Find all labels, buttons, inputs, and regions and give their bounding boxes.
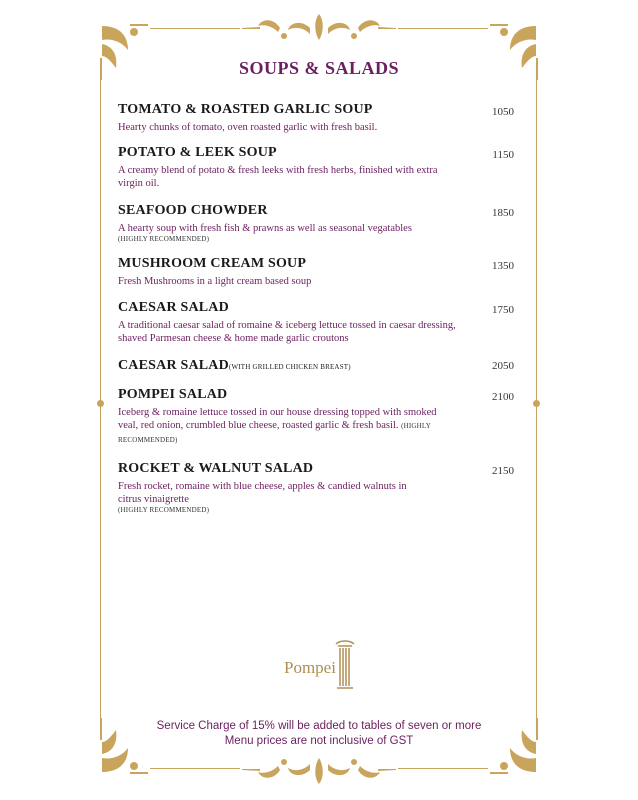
item-recommendation-note: (HIGHLY RECOMMENDED) (118, 422, 431, 444)
item-name: SEAFOOD CHOWDER (118, 203, 268, 218)
item-name-main: CAESAR SALAD (118, 358, 229, 373)
item-description-text: Iceberg & romaine lettuce tossed in our house dressing topped with smoked veal, red onion, crumbled blue cheese, roasted garlic & fresh basil. (118, 407, 437, 431)
item-name: POTATO & LEEK SOUP (118, 145, 277, 160)
menu-item (118, 387, 518, 447)
left-ornament-dot (97, 400, 104, 407)
item-recommendation-note: (HIGHLY RECOMMENDED) (118, 235, 210, 243)
item-price: 1150 (492, 149, 514, 161)
item-description: Fresh rocket, romaine with blue cheese, apples & candied walnuts in citrus vinaigrette (118, 481, 407, 505)
bottom-center-ornament-icon (240, 752, 398, 788)
item-name: TOMATO & ROASTED GARLIC SOUP (118, 102, 373, 117)
item-price: 2150 (492, 465, 514, 477)
menu-item (118, 358, 518, 375)
column-logo-icon (334, 640, 356, 692)
right-ornament-dot (533, 400, 540, 407)
frame-bottom-left-line (150, 768, 240, 769)
item-description: Hearty chunks of tomato, oven roasted garlic with fresh basil. (118, 122, 378, 133)
item-price: 2050 (492, 360, 514, 372)
service-charge-notice (0, 719, 638, 749)
frame-top-left-line (150, 28, 240, 29)
menu-item (118, 461, 518, 514)
pompei-logo (284, 640, 356, 692)
frame-top-right-line (398, 28, 488, 29)
item-description: Fresh Mushrooms in a light cream based soup (118, 276, 312, 287)
page-title: SOUPS & SALADS (238, 58, 400, 78)
menu-item (118, 203, 518, 243)
item-price: 1350 (492, 260, 514, 272)
item-name: MUSHROOM CREAM SOUP (118, 256, 307, 271)
footer-line-2: Menu prices are not inclusive of GST (224, 735, 414, 747)
top-center-ornament-icon (240, 10, 398, 46)
item-name: POMPEI SALAD (118, 387, 228, 402)
item-description: A traditional caesar salad of romaine & iceberg lettuce tossed in caesar dressing, shaved Parmesan cheese & home made garlic croutons (118, 320, 456, 344)
item-recommendation-note: (HIGHLY RECOMMENDED) (118, 506, 210, 514)
item-price: 1850 (492, 207, 514, 219)
item-name: ROCKET & WALNUT SALAD (118, 461, 314, 476)
item-description (118, 406, 458, 447)
menu-item (118, 256, 518, 288)
menu-item (118, 102, 518, 134)
item-description: A creamy blend of potato & fresh leeks with fresh herbs, finished with extra virgin oil. (118, 165, 438, 189)
menu-item (118, 300, 518, 345)
item-price: 2100 (492, 391, 514, 403)
item-name-subtitle: (WITH GRILLED CHICKEN BREAST) (228, 363, 351, 371)
menu-item (118, 145, 518, 190)
item-price: 1750 (492, 304, 514, 316)
footer-line-1: Service Charge of 15% will be added to tables of seven or more (156, 720, 482, 732)
item-description: A hearty soup with fresh fish & prawns as well as seasonal vegatables (118, 223, 412, 234)
item-price: 1050 (492, 106, 514, 118)
item-name: CAESAR SALAD (118, 300, 229, 315)
item-name (118, 358, 518, 375)
logo-text: Pompei (284, 658, 336, 677)
frame-bottom-right-line (398, 768, 488, 769)
